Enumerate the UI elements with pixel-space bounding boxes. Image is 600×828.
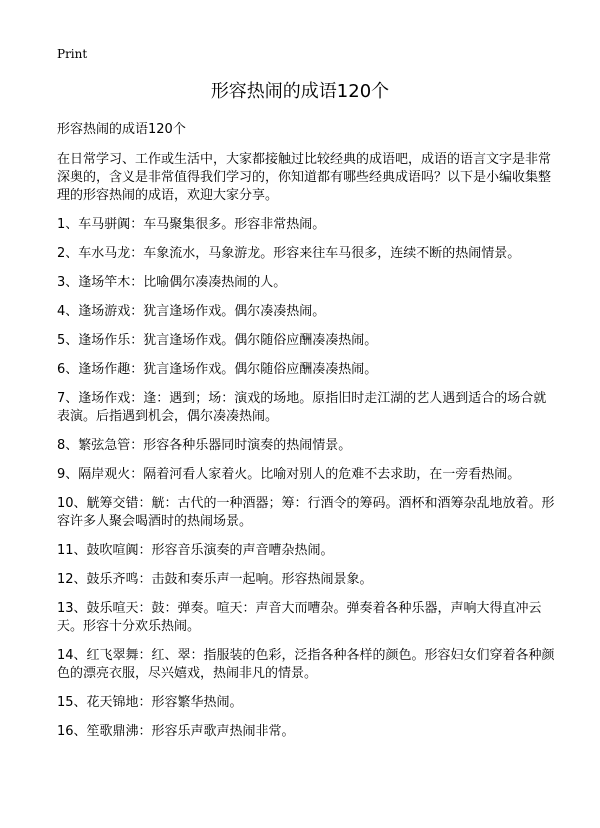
list-item: 16、笙歌鼎沸：形容乐声歌声热闹非常。	[57, 724, 295, 739]
list-item: 10、觥筹交错：觥：古代的一种酒器；筹：行酒令的筹码。酒杯和酒筹杂乱地放着。形容许多人聚会喝酒时的热闹场景。	[57, 496, 555, 529]
list-item: 4、逢场游戏：犹言逢场作戏。偶尔凑凑热闹。	[57, 304, 326, 319]
intro-paragraph: 在日常学习、工作或生活中，大家都接触过比较经典的成语吧，成语的语言文字是非常深奥的，含义是非常值得我们学习的，你知道都有哪些经典成语吗？以下是小编收集整理的形容热闹的成语，欢迎大家分享。	[57, 152, 552, 203]
document-title: 形容热闹的成语120个	[210, 81, 390, 102]
list-item: 12、鼓乐齐鸣：击鼓和奏乐声一起响。形容热闹景象。	[57, 572, 373, 587]
document-body	[57, 121, 557, 752]
list-item: 1、车马骈阗：车马聚集很多。形容非常热闹。	[57, 217, 326, 232]
list-item: 3、逢场竿木：比喻偶尔凑凑热闹的人。	[57, 275, 287, 290]
list-item: 11、鼓吹喧阗：形容音乐演奏的声音嘈杂热闹。	[57, 543, 334, 558]
list-item: 8、繁弦急管：形容各种乐器同时演奏的热闹情景。	[57, 438, 352, 453]
document-subtitle: 形容热闹的成语120个	[57, 122, 186, 137]
print-label: Print	[57, 47, 88, 61]
idiom-list	[57, 216, 557, 741]
list-item: 6、逢场作趣：犹言逢场作戏。偶尔随俗应酬凑凑热闹。	[57, 362, 378, 377]
list-item: 15、花天锦地：形容繁华热闹。	[57, 695, 243, 710]
list-item: 13、鼓乐喧天：鼓：弹奏。喧天：声音大而嘈杂。弹奏着各种乐器，声响大得直冲云天。形容十分欢乐热闹。	[57, 601, 542, 634]
list-item: 5、逢场作乐：犹言逢场作戏。偶尔随俗应酬凑凑热闹。	[57, 333, 378, 348]
list-item: 9、隔岸观火：隔着河看人家着火。比喻对别人的危难不去求助，在一旁看热闹。	[57, 467, 521, 482]
list-item: 14、红飞翠舞：红、翠：指服装的色彩，泛指各种各样的颜色。形容妇女们穿着各种颜色的漂亮衣服，尽兴嬉戏，热闹非凡的情景。	[57, 648, 555, 681]
list-item: 2、车水马龙：车象流水，马象游龙。形容来往车马很多，连续不断的热闹情景。	[57, 246, 521, 261]
list-item: 7、逢场作戏：逢：遇到；场：演戏的场地。原指旧时走江湖的艺人遇到适合的场合就表演。后指遇到机会，偶尔凑凑热闹。	[57, 391, 547, 424]
